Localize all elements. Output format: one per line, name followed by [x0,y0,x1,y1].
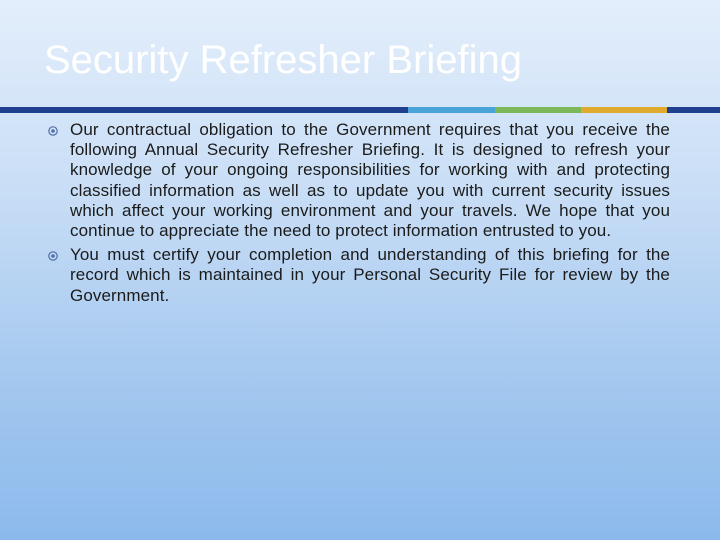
divider-segment-green [495,107,581,113]
divider-segment-blue [408,107,495,113]
bullet-text: You must certify your completion and understanding of this briefing for the record which is maintained in your Personal Security File for review by the Government. [70,245,670,305]
slide-title: Security Refresher Briefing [44,38,522,82]
bullet-item [48,120,670,241]
title-divider [0,107,720,113]
divider-segment-navy [0,107,408,113]
circle-target-bullet-icon [48,126,58,136]
bullet-list [48,120,670,310]
circle-target-bullet-icon [48,251,58,261]
bullet-item [48,245,670,306]
divider-segment-navy-end [667,107,720,113]
divider-segment-gold [581,107,667,113]
bullet-text: Our contractual obligation to the Government requires that you receive the following Annual Security Refresher Briefing. It is designed to refresh your knowledge of your ongoing responsibilities for working with and protecting classified information as well as to update you with current security issues which affect your working environment and your travels. We hope that you continue to appreciate the need to protect information entrusted to you. [70,120,670,241]
